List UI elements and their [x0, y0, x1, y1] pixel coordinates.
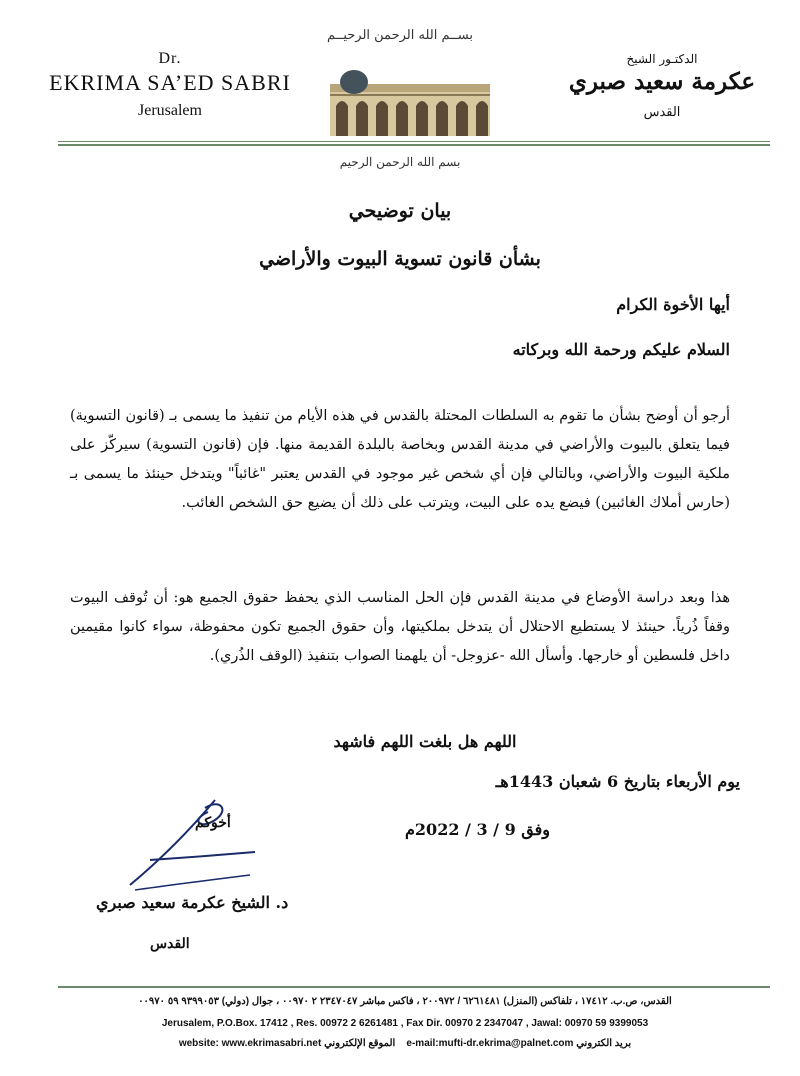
- handwritten-signature: [120, 790, 260, 900]
- en-title: Dr.: [158, 50, 182, 67]
- letter-title: بيان توضيحي: [348, 200, 452, 222]
- footer-divider: [58, 986, 770, 988]
- footer-english-contacts: Jerusalem, P.O.Box. 17412 , Res. 00972 2 6261481 , Fax Dir. 00970 2 2347047 , Jawal: 00970 59 9399053: [161, 1018, 649, 1029]
- ar-title: الدكتـور الشيخ: [626, 52, 698, 66]
- salutation: أيها الأخوة الكرام: [616, 295, 730, 314]
- ar-city: القدس: [643, 105, 681, 120]
- english-letterhead: [40, 50, 300, 120]
- header-divider-thick: [58, 144, 770, 146]
- date-gregorian: وفق 9 / 3 / 2022م: [405, 820, 550, 839]
- letterhead-bismillah: بســم الله الرحمن الرحيــم: [327, 28, 473, 43]
- footer-web-email: [95, 1038, 715, 1049]
- signoff: أخوكم: [195, 815, 231, 831]
- mosque-emblem: [330, 62, 490, 136]
- signer-city: القدس: [150, 936, 190, 952]
- letter-subtitle: بشأن قانون تسوية البيوت والأراضي: [259, 248, 541, 270]
- en-city: Jerusalem: [138, 102, 202, 119]
- closing-prayer: اللهم هل بلغت اللهم فاشهد: [333, 732, 517, 751]
- header-divider: [58, 141, 770, 142]
- signer-name: د. الشيخ عكرمة سعيد صبري: [96, 893, 289, 912]
- ar-name: عكرمة سعيد صبري: [568, 68, 756, 95]
- email-link[interactable]: e-mail:mufti-dr.ekrima@palnet.com: [406, 1038, 574, 1049]
- footer-arabic-contacts: القدس، ص.ب. ١٧٤١٢ ، تلفاكس (المنزل) ٦٢٦١٤٨١ / ٢٠٠٩٧٢ ، فاكس مباشر ٢٣٤٧٠٤٧ ٢ ٠٠٩٧٠ ، جوال (دولي) ٩٣٩٩٠٥٣ ٥٩ ٠٠٩٧٠: [138, 996, 672, 1007]
- email-label-ar: بريد الكتروني: [576, 1038, 632, 1049]
- en-name: EKRIMA SA’ED SABRI: [49, 70, 291, 95]
- website-label-ar: الموقع الإلكتروني: [324, 1038, 396, 1049]
- body-paragraph-2: هذا وبعد دراسة الأوضاع في مدينة القدس فإن الحل المناسب الذي يحفظ حقوق الجميع هو: أن تُوقف البيوت وقفاً ذُرياً. حينئذ لا يستطيع الاحتلال أن يتدخل بملكيتها، وأن حقوق الجميع تكون محفوظة، سواء كانوا مقيمين داخل فلسطين أو خارجها. وأسأل الله -عزوجل- أن يلهمنا الصواب بتنفيذ (الوقف الذُري).: [70, 590, 730, 664]
- arabic-letterhead: [562, 52, 762, 120]
- website-link[interactable]: website: www.ekrimasabri.net: [178, 1038, 322, 1049]
- body-paragraph-1: أرجو أن أوضح بشأن ما تقوم به السلطات المحتلة بالقدس في هذه الأيام من تنفيذ ما يسمى بـ (قانون التسوية) فيما يتعلق بالبيوت والأراضي في مدينة القدس وبخاصة بالبلدة القديمة منها. فإن (قانون التسوية) سيركّز على ملكية البيوت والأراضي، وبالتالي فإن أي شخص غير موجود في القدس يعتبر "غائباً" ويتدخل حينئذ ما يسمى بـ (حارس أملاك الغائبين) فيضع يده على البيت، ويترتب على ذلك أن يضيع حق الشخص الغائب.: [70, 408, 730, 511]
- greeting: السلام عليكم ورحمة الله وبركاته: [512, 340, 730, 359]
- letter-bismillah: بسم الله الرحمن الرحيم: [339, 155, 461, 169]
- date-hijri: يوم الأربعاء بتاريخ 6 شعبان 1443هـ: [495, 772, 740, 791]
